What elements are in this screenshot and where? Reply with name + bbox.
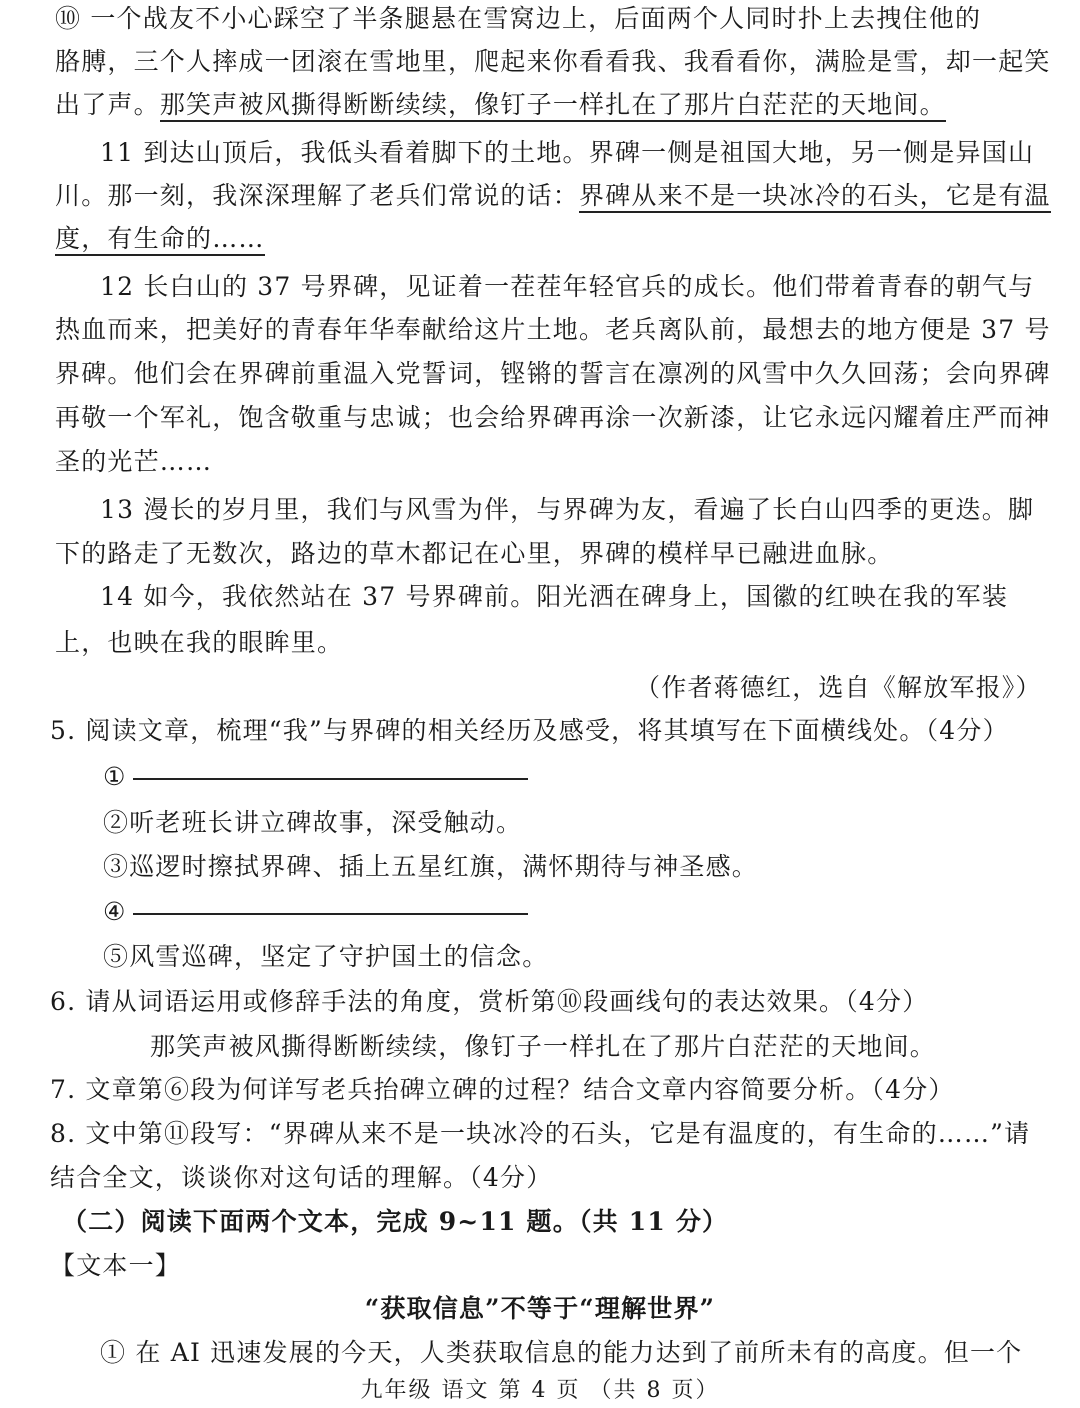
article-2-p1-line1: ① 在 AI 迅速发展的今天，人类获取信息的能力达到了前所未有的高度。但一个: [100, 1338, 1023, 1367]
p12-line3: 界碑。他们会在界碑前重温入党誓词，铿锵的誓言在凛冽的风雪中久久回荡；会向界碑: [55, 359, 1051, 388]
question-5-item5: ⑤风雪巡碑，坚定了守护国土的信念。: [103, 942, 549, 971]
p10-line1: ⑩ 一个战友不小心踩空了半条腿悬在雪窝边上，后面两个人同时扑上去拽住他的: [55, 4, 982, 33]
question-6-quote: 那笑声被风撕得断断续续，像钉子一样扎在了那片白茫茫的天地间。: [150, 1032, 937, 1061]
question-5-item3: ③巡逻时擦拭界碑、插上五星红旗，满怀期待与神圣感。: [103, 852, 759, 881]
question-5-item2: ②听老班长讲立碑故事，深受触动。: [103, 808, 523, 837]
question-5-stem: 5. 阅读文章，梳理“我”与界碑的相关经历及感受，将其填写在下面横线处。（4分）: [50, 716, 1009, 745]
answer-blank-1[interactable]: [133, 778, 528, 780]
p11-line2-plain: 川。那一刻，我深深理解了老兵们常说的话：: [55, 181, 580, 210]
item1-marker: ①: [103, 762, 127, 791]
question-7-stem: 7. 文章第⑥段为何详写老兵抬碑立碑的过程？结合文章内容简要分析。（4分）: [50, 1075, 955, 1104]
item4-marker: ④: [103, 897, 127, 926]
p10-underlined-sentence: 那笑声被风撕得断断续续，像钉子一样扎在了那片白茫茫的天地间。: [160, 90, 946, 122]
question-6-stem: 6. 请从词语运用或修辞手法的角度，赏析第⑩段画线句的表达效果。（4分）: [50, 987, 929, 1016]
p13-line2: 下的路走了无数次，路边的草木都记在心里，界碑的模样早已融进血脉。: [55, 539, 894, 568]
p13-line1: 13 漫长的岁月里，我们与风雪为伴，与界碑为友，看遍了长白山四季的更迭。脚: [100, 495, 1035, 524]
article-source: （作者蒋德红，选自《解放军报》）: [635, 673, 1042, 702]
p11-line3: [55, 222, 265, 256]
p12-line5: 圣的光芒……: [55, 447, 213, 476]
section-2-heading: （二）阅读下面两个文本，完成 9~11 题。（共 11 分）: [62, 1207, 729, 1236]
question-5-item4: [103, 895, 528, 929]
p12-line4: 再敬一个军礼，饱含敬重与忠诚；也会给界碑再涂一次新漆，让它永远闪耀着庄严而神: [55, 403, 1051, 432]
p10-line2: 胳膊，三个人摔成一团滚在雪地里，爬起来你看看我、我看看你，满脸是雪，却一起笑: [55, 47, 1051, 76]
page-footer: 九年级 语文 第 4 页 （共 8 页）: [360, 1378, 720, 1403]
answer-blank-4[interactable]: [133, 913, 528, 915]
p11-line1: 11 到达山顶后，我低头看着脚下的土地。界碑一侧是祖国大地，另一侧是异国山: [100, 138, 1035, 167]
p10-line3: [55, 88, 946, 122]
question-5-item1: [103, 760, 528, 794]
text-one-label: 【文本一】: [50, 1251, 182, 1280]
question-8-line2: 结合全文，谈谈你对这句话的理解。（4分）: [50, 1163, 553, 1192]
article-2-title: “获取信息”不等于“理解世界”: [364, 1294, 716, 1323]
p14-line2: 上，也映在我的眼眸里。: [55, 628, 344, 657]
p10-line3-plain: 出了声。: [55, 90, 160, 119]
p14-line1: 14 如今，我依然站在 37 号界碑前。阳光洒在碑身上，国徽的红映在我的军装: [100, 582, 1009, 611]
p11-underlined-quote-part2: 度，有生命的……: [55, 224, 265, 256]
p11-line2: [55, 179, 1051, 213]
question-8-line1: 8. 文中第⑪段写：“界碑从来不是一块冰冷的石头，它是有温度的，有生命的……”请: [50, 1119, 1031, 1148]
p12-line1: 12 长白山的 37 号界碑，见证着一茬茬年轻官兵的成长。他们带着青春的朝气与: [100, 272, 1035, 301]
p11-underlined-quote-part1: 界碑从来不是一块冰冷的石头，它是有温: [579, 181, 1051, 213]
p12-line2: 热血而来，把美好的青春年华奉献给这片土地。老兵离队前，最想去的地方便是 37 号: [55, 315, 1051, 344]
